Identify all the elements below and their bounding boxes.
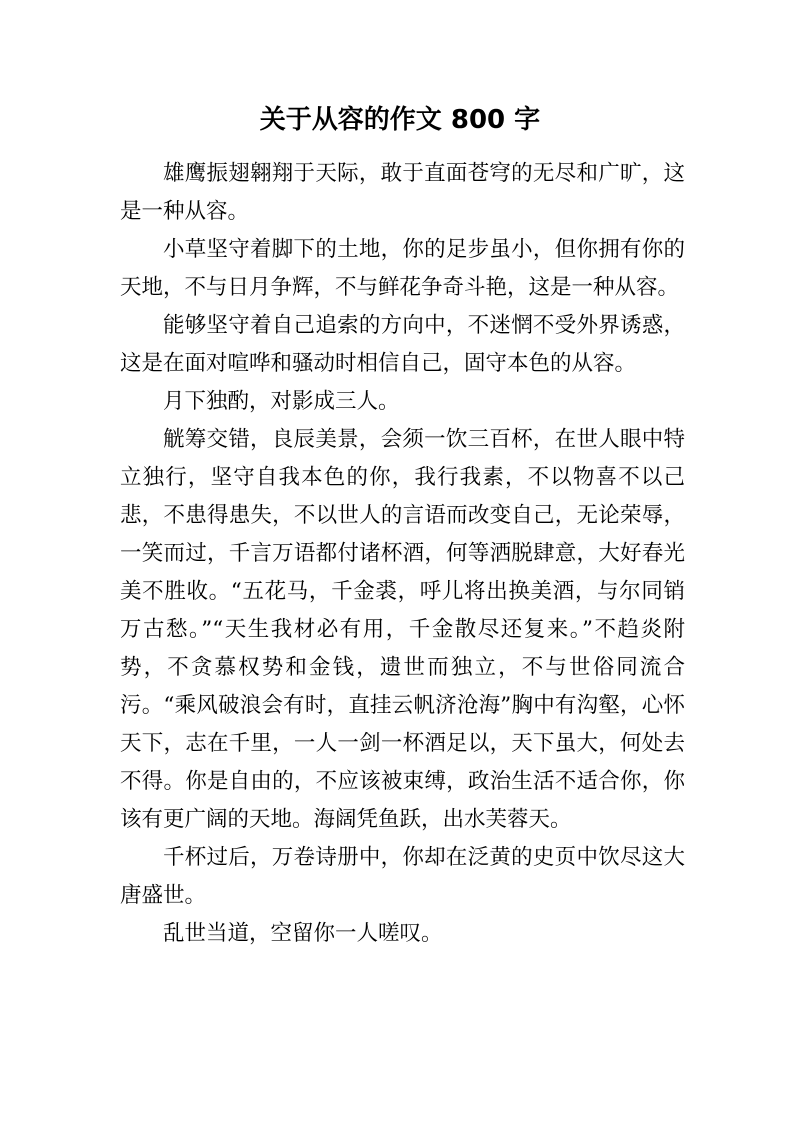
paragraph: 月下独酌，对影成三人。 — [163, 389, 400, 414]
paragraph: 能够坚守着自己追索的方向中，不迷惘不受外界诱惑，这是在面对喧哗和骚动时相信自己，固守本色的从容。 — [120, 313, 685, 376]
paragraph: 乱世当道，空留你一人嗟叹。 — [163, 921, 443, 946]
paragraph: 雄鹰振翅翱翔于天际，敢于直面苍穹的无尽和广旷，这是一种从容。 — [120, 161, 685, 224]
paragraph: 觥筹交错，良辰美景，会须一饮三百杯，在世人眼中特立独行，坚守自我本色的你，我行我素，不以物喜不以己悲，不患得患失，不以世人的言语而改变自己，无论荣辱，一笑而过，千言万语都付诸杯酒，何等洒脱肆意，大好春光美不胜收。“五花马，千金裘，呼儿将出换美酒，与尔同销万古愁。”“天生我材必有用，千金散尽还复来。”不趋炎附势，不贪慕权势和金钱，遗世而独立，不与世俗同流合污。“乘风破浪会有时，直挂云帆济沧海”胸中有沟壑，心怀天下，志在千里，一人一剑一杯酒足以，天下虽大，何处去不得。你是自由的，不应该被束缚，政治生活不适合你，你该有更广阔的天地。海阔凭鱼跃，出水芙蓉天。 — [120, 427, 685, 832]
paragraph: 小草坚守着脚下的土地，你的足步虽小，但你拥有你的天地，不与日月争辉，不与鲜花争奇斗艳，这是一种从容。 — [120, 237, 685, 300]
paragraph: 千杯过后，万卷诗册中，你却在泛黄的史页中饮尽这大唐盛世。 — [120, 845, 685, 908]
document-title: 关于从容的作文 800 字 — [259, 105, 541, 135]
document-body — [120, 155, 685, 953]
